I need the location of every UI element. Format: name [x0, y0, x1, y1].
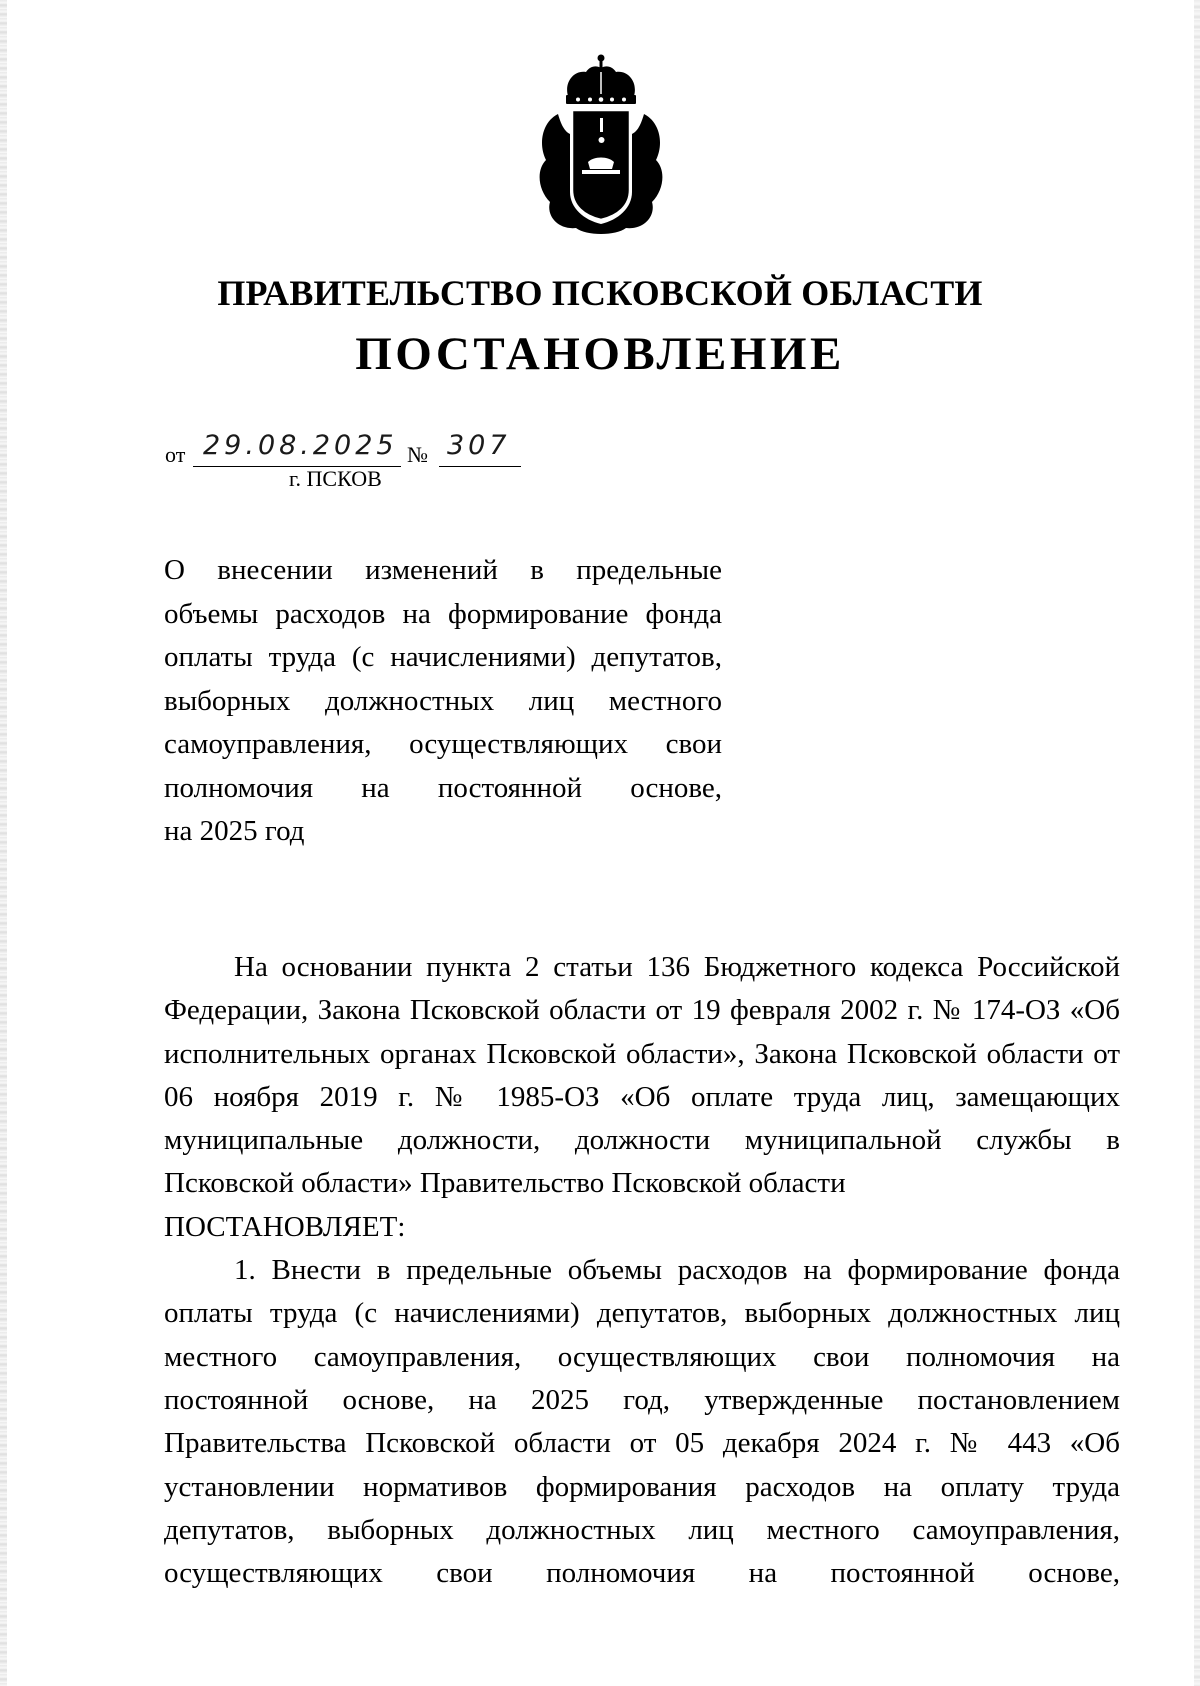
document-type-title: ПОСТАНОВЛЕНИЕ: [355, 328, 845, 380]
handwritten-date: 29.08.2025: [203, 430, 398, 461]
decree-word: ПОСТАНОВЛЯЕТ:: [164, 1210, 406, 1243]
scan-edge-left: [0, 0, 7, 1686]
item-1-paragraph: 1. Внести в предельные объемы расходов на формирование фонда оплаты труда (с начислениями) депутатов, выборных должностных лиц местного самоуправления, осуществляющих свои полномочия на постоянной основе, на 2025 год, утвержденные постановлением Правительства Псковской области от 05 декабря 2024 г. № 443 «Об установлении нормативов формирования расходов на оплату труда депутатов, выборных должностных лиц местного самоуправления, осуществляющих свои полномочия на постоянной основе,: [164, 1254, 1120, 1590]
city-label: г. ПСКОВ: [289, 466, 382, 491]
number-prefix: №: [407, 442, 428, 467]
subject-text: О внесении изменений в предельные объемы расходов на формирование фонда оплаты труда (с начислениями) депутатов, выборных должностных лиц местного самоуправления, осуществляющих свои полномочия на постоянной основе,: [164, 554, 722, 804]
number-underline: [439, 466, 521, 467]
scan-edge-right: [1194, 0, 1200, 1686]
coat-of-arms-emblem: [528, 52, 674, 240]
subject-last-line: на 2025 год: [164, 815, 305, 847]
preamble-paragraph: На основании пункта 2 статьи 136 Бюджетного кодекса Российской Федерации, Закона Псковской области от 19 февраля 2002 г. № 174-ОЗ «Об исполнительных органах Псковской области», Закона Псковской области от 06 ноября 2019 г. № 1985-ОЗ «Об оплате труда лиц, замещающих муниципальные должности, должности муниципальной службы в Псковской области» Правительство Псковской области: [164, 951, 1120, 1200]
date-prefix: от: [165, 442, 186, 467]
document-subject: [164, 549, 722, 854]
government-name: ПРАВИТЕЛЬСТВО ПСКОВСКОЙ ОБЛАСТИ: [217, 273, 983, 313]
handwritten-number: 307: [447, 430, 511, 461]
document-body: [164, 946, 1120, 1595]
